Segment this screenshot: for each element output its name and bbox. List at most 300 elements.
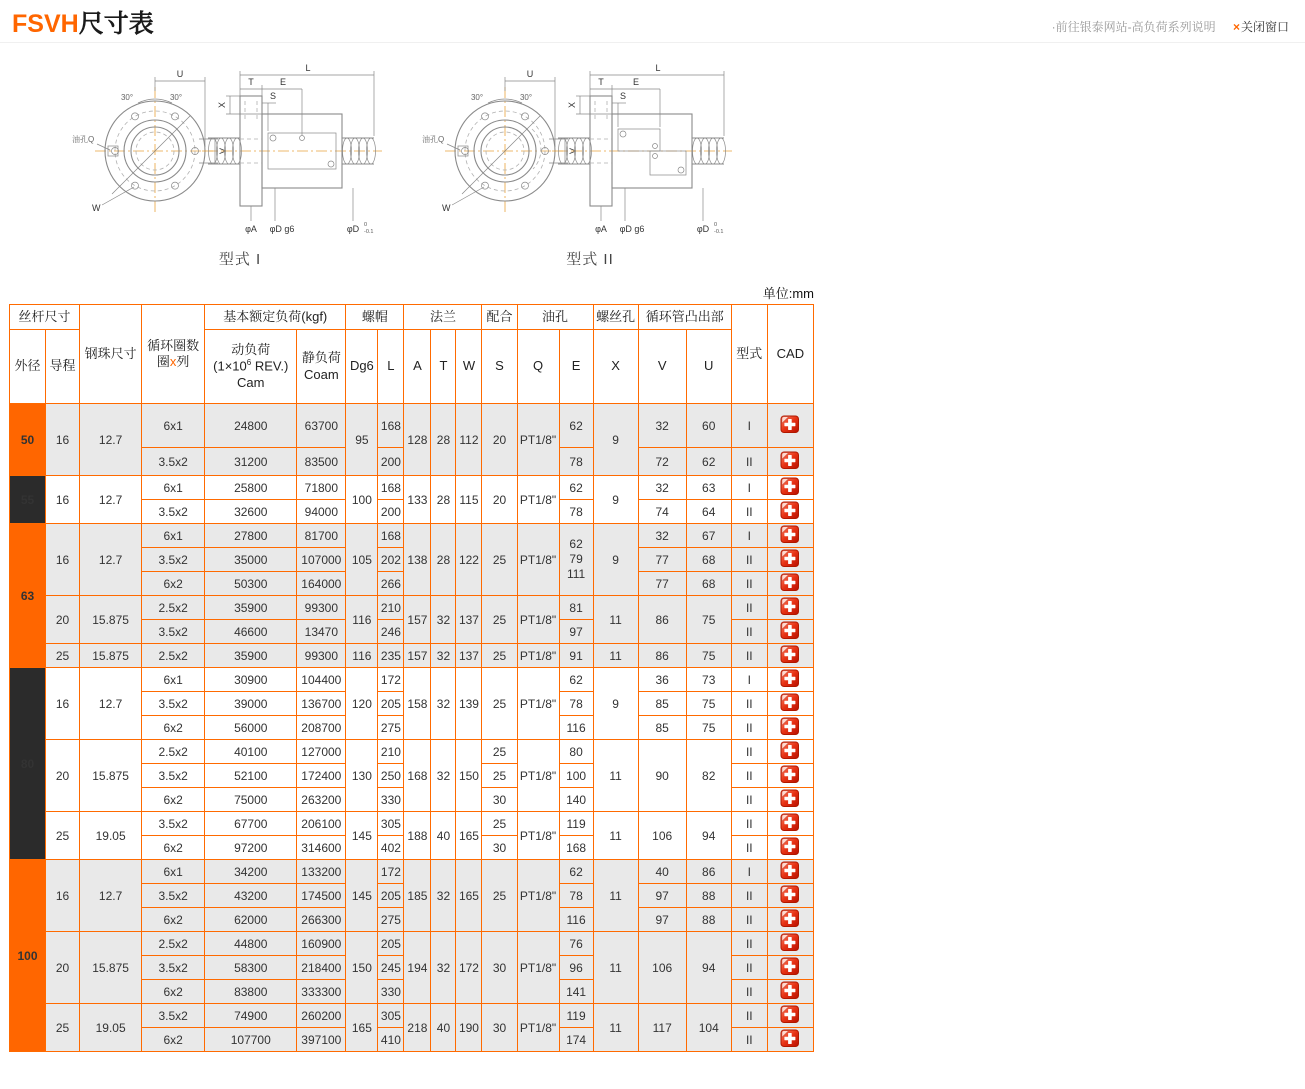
cad-icon[interactable] [780,741,800,760]
cad-icon[interactable] [780,861,800,880]
table-cell: 266 [378,572,404,596]
table-cell: 12.7 [80,524,142,596]
table-cell: 32 [431,668,456,740]
table-row [10,812,814,836]
close-window-label: 关闭窗口 [1240,20,1289,34]
table-cell: PT1/8" [517,476,559,524]
table-cell: 12.7 [80,404,142,476]
tolerance-lower: -0.1 [714,229,724,235]
table-cell: 168 [404,740,431,812]
table-cell: 32 [431,860,456,932]
table-cell: 172 [456,932,482,1004]
table-cell: 43200 [205,884,297,908]
table-cell: 40 [431,812,456,860]
spec-table-body [10,404,814,1052]
table-row [10,524,814,548]
table-cell: 2.5x2 [142,740,205,764]
cad-cell[interactable] [767,524,813,548]
col-group-flange: 法兰 [404,305,482,330]
row-header-cell: 50 [10,404,46,476]
table-cell: 210 [378,740,404,764]
cad-icon[interactable] [780,597,800,616]
cad-icon[interactable] [780,1029,800,1048]
cad-cell[interactable] [767,764,813,788]
table-cell: 62 [559,860,593,884]
table-cell: 19.05 [80,1004,142,1052]
table-cell: 12.7 [80,860,142,932]
table-cell: 6x1 [142,404,205,448]
table-cell: 25 [482,860,517,932]
cad-cell[interactable] [767,716,813,740]
dim-label-e: E [279,77,287,87]
table-cell: 97 [638,884,686,908]
table-cell: 266300 [297,908,346,932]
cad-icon[interactable] [780,669,800,688]
table-cell: 83800 [205,980,297,1004]
table-cell: 94 [686,932,731,1004]
cad-cell[interactable] [767,788,813,812]
cad-cell[interactable] [767,908,813,932]
cad-cell[interactable] [767,860,813,884]
table-cell: 77 [638,548,686,572]
table-cell: II [731,644,767,668]
series-info-link[interactable]: ·前往银泰网站-高负荷系列说明 [1051,20,1216,34]
table-cell: 172 [378,860,404,884]
table-cell: 16 [46,524,80,596]
oil-hole-label: 油孔Q [72,135,95,144]
table-cell: PT1/8" [517,404,559,476]
table-cell: 12.7 [80,476,142,524]
dim-label-x: X [567,101,577,109]
table-cell: II [731,620,767,644]
table-cell: 139 [456,668,482,740]
table-cell: 32 [431,740,456,812]
cad-icon[interactable] [780,573,800,592]
table-cell: 30900 [205,668,297,692]
table-cell: 73 [686,668,731,692]
table-cell: 202 [378,548,404,572]
cad-icon[interactable] [780,621,800,640]
table-cell: 6x1 [142,668,205,692]
table-cell: 97200 [205,836,297,860]
table-cell: 25 [482,812,517,836]
table-cell: II [731,740,767,764]
table-cell: II [731,448,767,476]
table-cell: 136700 [297,692,346,716]
table-cell: 194 [404,932,431,1004]
table-cell: 77 [638,572,686,596]
table-cell: 35900 [205,644,297,668]
table-row [10,404,814,448]
table-cell: 62 [559,668,593,692]
table-cell: 2.5x2 [142,644,205,668]
table-cell: 25800 [205,476,297,500]
table-cell: 165 [346,1004,378,1052]
cad-cell[interactable] [767,884,813,908]
cad-icon[interactable] [780,1005,800,1024]
table-cell: I [731,668,767,692]
spec-table [9,304,814,1052]
cad-cell[interactable] [767,932,813,956]
table-cell: II [731,1028,767,1052]
cad-cell[interactable] [767,448,813,476]
table-cell: 145 [346,860,378,932]
table-cell: 13470 [297,620,346,644]
table-cell: 20 [482,476,517,524]
table-cell: 107700 [205,1028,297,1052]
table-cell: 116 [559,908,593,932]
table-cell: 2.5x2 [142,932,205,956]
cad-icon[interactable] [780,415,800,434]
table-cell: 160900 [297,932,346,956]
dim-label-v: V [218,147,228,155]
cad-icon[interactable] [780,909,800,928]
table-cell: 52100 [205,764,297,788]
col-dynamic-load: 动负荷 ($1\times 10^6$ REV.) Cam [205,330,297,404]
table-cell: II [731,980,767,1004]
dim-label-phi-d: φD [346,224,360,234]
col-ball-size: 钢珠尺寸 [80,305,142,404]
cad-cell[interactable] [767,1004,813,1028]
table-cell: PT1/8" [517,812,559,860]
table-cell: 44800 [205,932,297,956]
table-cell: 6x1 [142,860,205,884]
table-cell: 32 [638,404,686,448]
table-cell: 75 [686,716,731,740]
cad-cell[interactable] [767,740,813,764]
cad-icon[interactable] [780,501,800,520]
cad-icon[interactable] [780,549,800,568]
table-cell: 245 [378,956,404,980]
cad-icon[interactable] [780,789,800,808]
cad-cell[interactable] [767,812,813,836]
table-cell: II [731,812,767,836]
table-cell: 330 [378,980,404,1004]
row-header-cell: 55 [10,476,46,524]
table-cell: 32 [431,596,456,644]
cad-cell[interactable] [767,1028,813,1052]
cad-icon[interactable] [780,837,800,856]
dim-label-w: W [92,203,101,213]
table-cell: 25 [482,764,517,788]
table-cell: 64 [686,500,731,524]
table-cell: 68 [686,572,731,596]
cad-cell[interactable] [767,404,813,448]
table-row [10,596,814,620]
table-cell: 86 [638,596,686,644]
table-row [10,668,814,692]
cad-icon[interactable] [780,957,800,976]
cad-icon[interactable] [780,813,800,832]
dim-label-angle-left: 30° [120,93,134,102]
dim-label-u: U [176,69,184,79]
table-cell: 250 [378,764,404,788]
table-cell: 85 [638,716,686,740]
table-cell: 15.875 [80,740,142,812]
col-group-tube-protrusion: 循环管凸出部 [638,305,731,330]
col-T: T [431,330,456,404]
table-cell: 32600 [205,500,297,524]
table-cell: 40 [431,1004,456,1052]
table-cell: 78 [559,448,593,476]
table-cell: 97 [638,908,686,932]
col-loops: 循环圈数 圈x列 [142,305,205,404]
dim-label-phi-d-g6: φD g6 [269,224,295,234]
table-cell: 112 [456,404,482,476]
row-header-cell: 100 [10,860,46,1052]
cad-cell[interactable] [767,692,813,716]
table-cell: 9 [593,668,638,740]
table-cell: 104 [686,1004,731,1052]
table-cell: 11 [593,812,638,860]
table-cell: PT1/8" [517,524,559,596]
table-cell: 235 [378,644,404,668]
table-cell: 30 [482,932,517,1004]
table-cell: 86 [686,860,731,884]
table-cell: 30 [482,788,517,812]
table-cell: 3.5x2 [142,620,205,644]
table-cell: 11 [593,596,638,644]
table-cell: 218400 [297,956,346,980]
table-cell: II [731,596,767,620]
cad-icon[interactable] [780,885,800,904]
table-cell: 9 [593,476,638,524]
cad-icon[interactable] [780,693,800,712]
table-cell: 206100 [297,812,346,836]
cad-cell[interactable] [767,620,813,644]
cad-icon[interactable] [780,765,800,784]
table-cell: 25 [482,596,517,644]
table-cell: 137 [456,644,482,668]
table-cell: PT1/8" [517,740,559,812]
table-cell: 6x2 [142,1028,205,1052]
header-row-groups [10,305,814,330]
table-cell: 32 [431,644,456,668]
table-cell: 3.5x2 [142,548,205,572]
table-cell: 88 [686,908,731,932]
table-cell: 3.5x2 [142,1004,205,1028]
cad-icon[interactable] [780,933,800,952]
table-cell: 210 [378,596,404,620]
table-cell: 116 [346,644,378,668]
col-dg6: Dg6 [346,330,378,404]
table-cell: 67 [686,524,731,548]
col-E: E [559,330,593,404]
table-cell: 81700 [297,524,346,548]
table-cell: 32 [431,932,456,1004]
table-cell: 133 [404,476,431,524]
table-cell: 106 [638,932,686,1004]
table-cell: II [731,500,767,524]
cad-cell[interactable] [767,668,813,692]
cad-icon[interactable] [780,645,800,664]
cad-cell[interactable] [767,476,813,500]
table-cell: 165 [456,812,482,860]
col-group-oil-hole: 油孔 [517,305,593,330]
col-S: S [482,330,517,404]
col-lead: 导程 [46,330,80,404]
close-window-link[interactable] [1233,20,1289,34]
table-cell: 25 [482,668,517,740]
table-row [10,476,814,500]
table-cell: 40100 [205,740,297,764]
table-cell: 94000 [297,500,346,524]
table-cell: 275 [378,908,404,932]
table-cell: 116 [559,716,593,740]
cad-cell[interactable] [767,500,813,524]
table-cell: 330 [378,788,404,812]
table-cell: 275 [378,716,404,740]
type2-drawing [420,51,760,246]
table-cell: I [731,524,767,548]
table-cell: 188 [404,812,431,860]
table-cell: 6x2 [142,788,205,812]
table-cell: 16 [46,476,80,524]
table-cell: 15.875 [80,644,142,668]
table-cell: PT1/8" [517,860,559,932]
table-cell: 99300 [297,644,346,668]
dim-label-t: T [598,77,604,87]
table-cell: 28 [431,404,456,476]
table-cell: 6x2 [142,716,205,740]
table-cell: 67700 [205,812,297,836]
table-cell: 100 [559,764,593,788]
table-cell: 62 [559,404,593,448]
table-row [10,932,814,956]
table-cell: 62 [559,476,593,500]
type1-diagram [70,51,410,269]
table-cell: 141 [559,980,593,1004]
table-cell: 88 [686,884,731,908]
table-cell: 74 [638,500,686,524]
table-cell: 2.5x2 [142,596,205,620]
table-cell: 11 [593,932,638,1004]
table-cell: 39000 [205,692,297,716]
col-outer-diameter: 外径 [10,330,46,404]
table-cell: PT1/8" [517,1004,559,1052]
table-cell: 81 [559,596,593,620]
page-title [12,10,154,38]
table-cell: II [731,548,767,572]
table-cell: 19.05 [80,812,142,860]
table-cell: 16 [46,668,80,740]
page-title-rest: 尺寸表 [78,10,154,38]
cad-icon[interactable] [780,525,800,544]
cad-cell[interactable] [767,572,813,596]
table-cell: 96 [559,956,593,980]
cad-cell[interactable] [767,980,813,1004]
table-cell: 85 [638,692,686,716]
table-cell: 35000 [205,548,297,572]
table-cell: 78 [559,884,593,908]
table-cell: 6x2 [142,908,205,932]
top-bar [0,0,1305,43]
cad-icon[interactable] [780,717,800,736]
table-cell: 205 [378,884,404,908]
table-cell: 16 [46,404,80,476]
dim-label-e: E [632,77,640,87]
table-cell: 128 [404,404,431,476]
col-L: L [378,330,404,404]
table-cell: 80 [559,740,593,764]
cad-cell[interactable] [767,836,813,860]
col-V: V [638,330,686,404]
table-cell: 11 [593,740,638,812]
table-cell: 145 [346,812,378,860]
table-cell: 97 [559,620,593,644]
cad-cell[interactable] [767,956,813,980]
table-cell: 82 [686,740,731,812]
table-cell: 168 [378,476,404,500]
dim-label-l: L [655,63,661,73]
close-icon[interactable]: × [1232,20,1240,34]
table-cell: 164000 [297,572,346,596]
table-cell: 63 [686,476,731,500]
col-Q: Q [517,330,559,404]
table-cell: 165 [456,860,482,932]
table-cell: 58300 [205,956,297,980]
table-cell: 74900 [205,1004,297,1028]
table-cell: 172 [378,668,404,692]
table-cell: II [731,932,767,956]
table-cell: 75000 [205,788,297,812]
table-cell: 32 [638,476,686,500]
table-cell: 3.5x2 [142,812,205,836]
table-cell: 35900 [205,596,297,620]
table-cell: 75 [686,596,731,644]
table-cell: 11 [593,1004,638,1052]
table-cell: 168 [378,524,404,548]
table-cell: 68 [686,548,731,572]
table-cell: 90 [638,740,686,812]
col-A: A [404,330,431,404]
cad-cell[interactable] [767,644,813,668]
cad-icon[interactable] [780,477,800,496]
table-cell: 117 [638,1004,686,1052]
col-static-load: 静负荷 Coam [297,330,346,404]
table-cell: 60 [686,404,731,448]
table-cell: I [731,860,767,884]
table-cell: 28 [431,476,456,524]
table-cell: 78 [559,500,593,524]
diagram-area [70,51,1305,269]
table-cell: II [731,788,767,812]
cad-icon[interactable] [780,981,800,1000]
table-cell: 46600 [205,620,297,644]
table-cell: II [731,908,767,932]
cad-cell[interactable] [767,548,813,572]
table-cell: 3.5x2 [142,448,205,476]
table-cell: 3.5x2 [142,956,205,980]
col-group-nut: 螺帽 [346,305,404,330]
table-cell: 20 [482,404,517,476]
table-cell: 150 [456,740,482,812]
table-cell: 150 [346,932,378,1004]
table-cell: II [731,764,767,788]
table-cell: 3.5x2 [142,884,205,908]
table-cell: 100 [346,476,378,524]
cad-icon[interactable] [780,451,800,470]
page-title-brand: FSVH [12,10,79,38]
table-cell: 138 [404,524,431,596]
table-cell: 91 [559,644,593,668]
col-type: 型式 [731,305,767,404]
table-cell: 20 [46,932,80,1004]
table-cell: 208700 [297,716,346,740]
table-cell: 25 [46,812,80,860]
cad-cell[interactable] [767,596,813,620]
table-cell: 50300 [205,572,297,596]
